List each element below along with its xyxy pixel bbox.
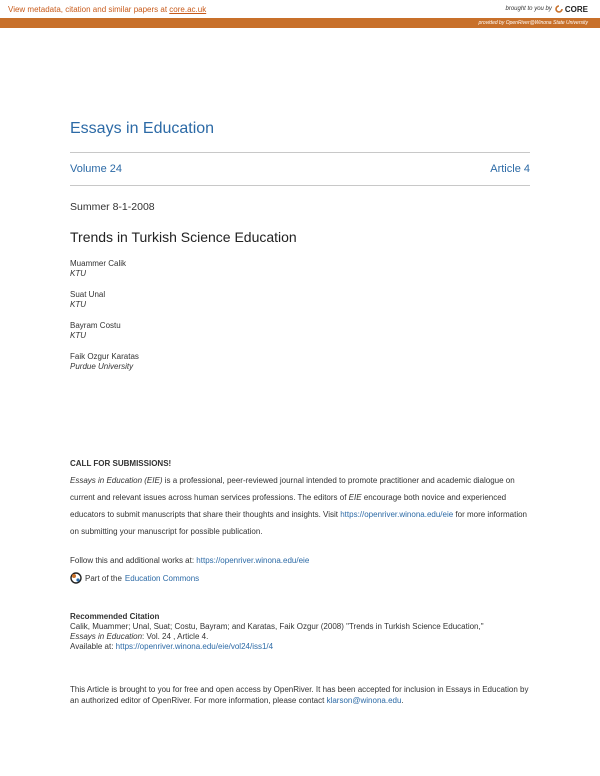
- footer-end: .: [401, 696, 404, 705]
- volume-link[interactable]: Volume 24: [70, 163, 122, 175]
- follow-url-link[interactable]: https://openriver.winona.edu/eie: [196, 556, 310, 565]
- network-icon: [70, 572, 82, 584]
- follow-line: [70, 556, 309, 565]
- call-for-submissions: [70, 459, 532, 540]
- author-list: [70, 259, 139, 383]
- core-logo-text: CORE: [564, 4, 588, 14]
- journal-title-link[interactable]: Essays in Education: [70, 120, 215, 137]
- education-commons-link[interactable]: Education Commons: [124, 573, 200, 583]
- author-item: [70, 259, 139, 279]
- journal-italic: Essays in Education (EIE): [70, 476, 163, 485]
- article-title: Trends in Turkish Science Education: [70, 229, 297, 245]
- call-text-2: encourage both novice and experienced educators to submit manuscripts that share their thoughts and insights. Visit: [70, 493, 507, 519]
- recommended-citation: [70, 612, 484, 652]
- core-brought-text: brought to you by: [505, 6, 552, 12]
- citation-line-3: [70, 642, 484, 652]
- divider: [70, 152, 530, 153]
- eie-url-link[interactable]: https://openriver.winona.edu/eie: [340, 510, 454, 519]
- core-banner: [0, 0, 600, 18]
- footer-text: This Article is brought to you for free and open access by OpenRiver. It has been accepted for inclusion in Essays in Education by an authorized editor of OpenRiver. For more information, please contact: [70, 685, 529, 705]
- author-name: Muammer Calik: [70, 259, 127, 268]
- author-affiliation: KTU: [70, 269, 86, 278]
- author-name: Suat Unal: [70, 290, 106, 299]
- core-metadata-text: [0, 5, 206, 14]
- issue-row: [70, 163, 530, 175]
- call-body: [70, 472, 532, 540]
- citation-vol: : Vol. 24 , Article 4.: [142, 632, 209, 641]
- author-affiliation: Purdue University: [70, 362, 134, 371]
- footer-note: [70, 684, 532, 706]
- author-item: [70, 290, 139, 310]
- publication-date: Summer 8-1-2008: [70, 201, 155, 213]
- core-logo[interactable]: [555, 5, 588, 14]
- author-item: [70, 321, 139, 341]
- author-item: [70, 352, 139, 372]
- contact-email-link[interactable]: klarson@winona.edu: [326, 696, 402, 705]
- call-text-1: is a professional, peer-reviewed journal intended to promote practitioner and academic dialogue on current and relevant issues across human services professions. The editors of: [70, 476, 515, 502]
- author-affiliation: KTU: [70, 331, 86, 340]
- citation-journal: Essays in Education: [70, 632, 143, 641]
- divider: [70, 185, 530, 186]
- citation-line-1: Calik, Muammer; Unal, Suat; Costu, Bayram; and Karatas, Faik Ozgur (2008) "Trends in Turkish Science Education,": [70, 622, 484, 631]
- author-name: Faik Ozgur Karatas: [70, 352, 139, 361]
- available-text: Available at:: [70, 642, 116, 651]
- citation-line-2: [70, 632, 484, 642]
- core-link[interactable]: core.ac.uk: [169, 4, 207, 14]
- part-of-line: [70, 572, 199, 584]
- call-heading: CALL FOR SUBMISSIONS!: [70, 459, 172, 468]
- article-link[interactable]: Article 4: [490, 163, 530, 175]
- citation-url-link[interactable]: https://openriver.winona.edu/eie/vol24/iss1/4: [115, 642, 274, 651]
- provided-by-text: provided by OpenRiver@Winona State University: [478, 20, 588, 26]
- citation-heading: Recommended Citation: [70, 612, 160, 621]
- author-affiliation: KTU: [70, 300, 86, 309]
- part-of-text: Part of the: [85, 573, 122, 583]
- follow-text: Follow this and additional works at:: [70, 556, 197, 565]
- core-left-text: View metadata, citation and similar papers at: [8, 4, 168, 14]
- author-name: Bayram Costu: [70, 321, 121, 330]
- call-text-3: for more information on submitting your manuscript for possible publication.: [70, 510, 527, 536]
- core-logo-icon: [555, 5, 563, 13]
- eie-italic: EIE: [348, 493, 362, 502]
- core-brought: [506, 5, 600, 14]
- provided-by-bar: [0, 18, 600, 28]
